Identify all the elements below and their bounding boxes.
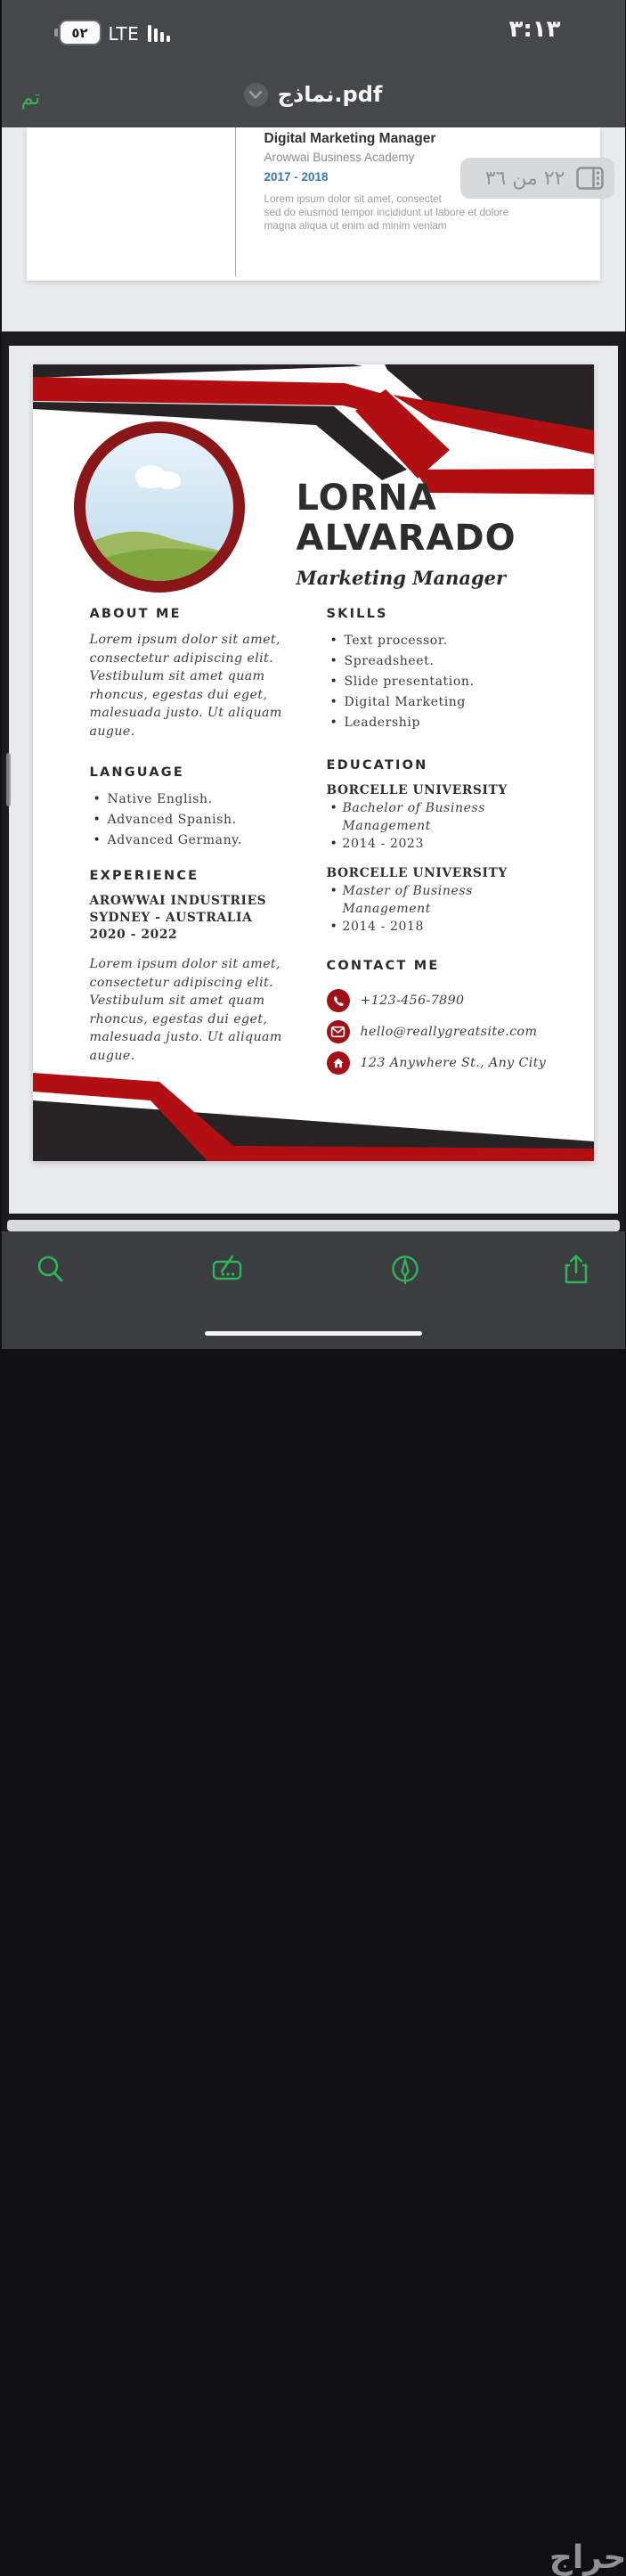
scrollbar-thumb[interactable] (6, 753, 11, 806)
haraj-watermark: حراج (549, 2539, 626, 2576)
skills-list (327, 631, 560, 733)
pdf-viewer-screen (2, 0, 626, 2576)
battery-icon: ٥٢ (61, 21, 100, 44)
contact-phone: +123-456-7890 (360, 994, 465, 1008)
resume-role: Marketing Manager (296, 567, 507, 589)
network-type-label: LTE (108, 23, 140, 45)
language-heading: LANGUAGE (89, 765, 184, 780)
education-heading: EDUCATION (326, 758, 428, 773)
markup-icon[interactable] (210, 1253, 244, 1287)
search-icon[interactable] (34, 1253, 68, 1287)
share-icon[interactable] (559, 1253, 593, 1287)
school-name: BORCELLE UNIVERSITY (326, 866, 508, 880)
education-entry (327, 782, 560, 853)
school-degree: • Master of Business Management (327, 882, 560, 918)
file-title: نماذج.pdf (277, 82, 383, 107)
home-icon (327, 1051, 350, 1075)
list-item: • Advanced Germany. (90, 830, 297, 851)
contact-phone-row (327, 989, 560, 1012)
prev-company: Arowwai Business Academy (264, 151, 415, 164)
school-years: • 2014 - 2018 (327, 918, 560, 936)
about-heading: ABOUT ME (89, 607, 182, 621)
page-scrubber[interactable] (7, 1220, 620, 1231)
list-item: • Advanced Spanish. (90, 810, 297, 830)
thumbnails-icon (576, 167, 604, 190)
timeline-divider (235, 127, 237, 276)
school-name: BORCELLE UNIVERSITY (326, 783, 508, 797)
profile-photo (74, 421, 245, 593)
school-degree: • Bachelor of Business Management (327, 799, 521, 835)
education-entry (327, 865, 560, 936)
contact-address: 123 Anywhere St., Any City (360, 1056, 547, 1070)
resume-right-column (327, 607, 560, 1083)
done-button[interactable]: تم (20, 86, 41, 110)
title-menu[interactable] (2, 82, 625, 107)
page-gap (2, 331, 625, 346)
contact-email-row (327, 1020, 560, 1043)
contact-email: hello@reallygreatsite.com (360, 1025, 538, 1039)
skills-heading: SKILLS (326, 607, 388, 621)
experience-company: AROWWAI INDUSTRIES (89, 894, 267, 908)
list-item: • Native English. (90, 789, 297, 810)
experience-location: SYDNEY - AUSTRALIA (89, 911, 253, 925)
experience-text: Lorem ipsum dolor sit amet, consectetur adipiscing elit. Vestibulum sit amet quam rhoncus, egestas dui eget, malesuada justo. Ut aliquam augue. (89, 957, 282, 1063)
signature-icon[interactable] (388, 1253, 422, 1287)
list-item: • Slide presentation. (327, 672, 560, 692)
prev-dates: 2017 - 2018 (264, 170, 329, 184)
resume-left-column (90, 607, 297, 1065)
email-icon (327, 1020, 350, 1043)
language-list (90, 789, 297, 851)
prev-body-text: Lorem ipsum dolor sit amet, consectet sed do eiusmod tempor incididunt ut labore et dolore magna aliqua ut enim ad minim veniam (264, 192, 509, 232)
battery-nub (54, 29, 58, 37)
list-item: • Digital Marketing (327, 692, 560, 713)
contact-heading: CONTACT ME (326, 959, 440, 973)
phone-icon (327, 989, 350, 1012)
page-number-label: ٢٢ من ٣٦ (484, 167, 565, 190)
status-time: ٣:١٣ (508, 16, 561, 43)
resume-last-name: ALVARADO (296, 518, 516, 559)
prev-job-title: Digital Marketing Manager (264, 131, 436, 146)
header-bar (2, 0, 625, 127)
school-years: • 2014 - 2023 (327, 835, 560, 853)
list-item: • Text processor. (327, 631, 560, 651)
previous-page (27, 127, 600, 281)
page-number-badge (460, 158, 614, 199)
home-indicator[interactable] (205, 1331, 422, 1336)
experience-heading: EXPERIENCE (89, 869, 199, 883)
nav-row (2, 82, 625, 118)
contact-address-row (327, 1051, 560, 1075)
chevron-down-icon[interactable] (244, 83, 268, 107)
experience-years: 2020 - 2022 (89, 928, 178, 942)
list-item: • Leadership (327, 713, 560, 733)
about-text: Lorem ipsum dolor sit amet, consectetur adipiscing elit. Vestibulum sit amet quam rhoncus, egestas dui eget, malesuada justo. Ut aliquam augue. (89, 633, 282, 739)
resume-page (33, 364, 594, 1161)
signal-bars-icon (148, 24, 171, 42)
current-page-card[interactable] (9, 346, 618, 1214)
resume-first-name: LORNA (296, 478, 437, 519)
list-item: • Spreadsheet. (327, 651, 560, 672)
pdf-scroll-area[interactable] (2, 127, 625, 331)
